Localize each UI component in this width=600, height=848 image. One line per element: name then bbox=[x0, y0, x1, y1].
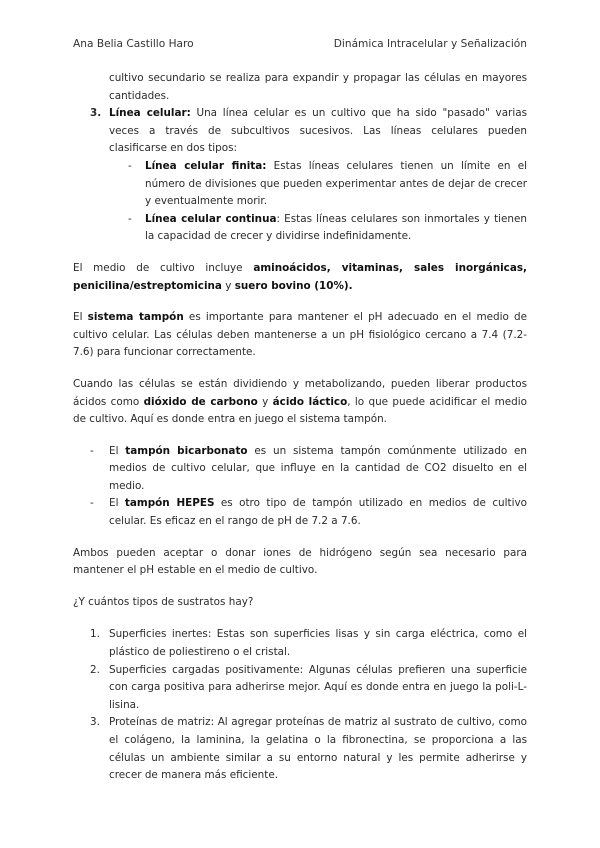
text-run: y bbox=[257, 395, 273, 408]
text-run: y bbox=[221, 279, 235, 292]
term-finita: Línea celular finita: bbox=[145, 159, 267, 172]
page-header bbox=[73, 38, 527, 52]
sublist-item-continua bbox=[73, 211, 527, 246]
paragraph-medio-cultivo bbox=[73, 260, 527, 295]
bold-components: aminoácidos, vitaminas, sales inorgánicas, penicilina/estreptomicina bbox=[73, 261, 527, 292]
header-author: Ana Belia Castillo Haro bbox=[73, 38, 194, 50]
bullet-dash: - bbox=[128, 212, 132, 225]
list-item-linea-celular bbox=[73, 105, 527, 158]
sublist-item-finita bbox=[73, 158, 527, 211]
text-run: , lo que puede acidificar el medio de cultivo. Aquí es donde entra en juego el sistema tampón. bbox=[73, 395, 527, 426]
list-number: 2. bbox=[90, 663, 100, 676]
bold-suero: suero bovino (10%). bbox=[234, 279, 353, 292]
list-item-hepes bbox=[73, 495, 527, 530]
definition-text: Una línea celular es un cultivo que ha sido "pasado" varias veces a través de subcultivos sucesivos. Las líneas celulares pueden clasificarse en dos tipos: bbox=[109, 107, 527, 155]
paragraph-sistema-tampon bbox=[73, 309, 527, 362]
paragraph-ambos: Ambos pueden aceptar o donar iones de hidrógeno según sea necesario para mantener el pH estable en el medio de cultivo. bbox=[73, 546, 527, 577]
list-item-bicarbonato bbox=[73, 443, 527, 496]
text-run: El bbox=[109, 444, 126, 457]
bold-co2: dióxido de carbono bbox=[143, 395, 258, 408]
text-run: es otro tipo de tampón utilizado en medios de cultivo celular. Es eficaz en el rango de pH de 7.2 a 7.6. bbox=[109, 497, 527, 528]
header-course-title: Dinámica Intracelular y Señalización bbox=[333, 38, 527, 50]
bold-tampon-hepes: tampón HEPES bbox=[124, 497, 215, 510]
list-item-text: Superficies cargadas positivamente: Algunas células prefieren una superficie con carga positiva para adherirse mejor. Aquí es donde entra en juego la poli-L-lisina. bbox=[109, 663, 527, 711]
definition-text: : Estas líneas celulares son inmortales y tienen la capacidad de crecer y dividirse indefinidamente. bbox=[145, 212, 527, 243]
term-continua: Línea celular continua bbox=[145, 212, 277, 225]
bullet-dash: - bbox=[90, 444, 94, 457]
list-item-superficies-inertes bbox=[73, 626, 527, 661]
list-number: 1. bbox=[90, 628, 100, 641]
list-item-text: Proteínas de matriz: Al agregar proteínas de matriz al sustrato de cultivo, como el colágeno, la laminina, la gelatina o la fibronectina, se proporciona a las células un ambiente similar a su entorno natural y les permite adherirse y crecer de manera más eficiente. bbox=[109, 716, 527, 782]
definition-text: Estas líneas celulares tienen un límite en el número de divisiones que pueden experimentar antes de dejar de crecer y eventualmente morir. bbox=[145, 159, 527, 208]
document-body bbox=[73, 70, 527, 785]
list-item-proteinas-matriz bbox=[73, 714, 527, 784]
text-run: El bbox=[109, 497, 125, 510]
bullet-dash: - bbox=[128, 159, 132, 172]
term-linea-celular: Línea celular: bbox=[109, 107, 191, 120]
list-item-text: Superficies inertes: Estas son superficies lisas y sin carga eléctrica, como el plástico de poliestireno o el cristal. bbox=[109, 628, 527, 659]
text-run: es un sistema tampón comúnmente utilizado en medios de cultivo celular, que influye en la cantidad de CO2 disuelto en el medio. bbox=[109, 444, 527, 492]
bold-sistema-tampon: sistema tampón bbox=[87, 311, 184, 324]
bullet-dash: - bbox=[90, 497, 94, 510]
list-number: 3. bbox=[90, 107, 102, 120]
text-run: Cuando las células se están dividiendo y metabolizando, pueden liberar productos ácidos como bbox=[73, 377, 527, 408]
text-run: es importante para mantener el pH adecuado en el medio de cultivo celular. Las células deben mantenerse a un pH fisiológico cercano a 7.4 (7.2-7.6) para funcionar correctamente. bbox=[73, 311, 527, 359]
question-sustratos: ¿Y cuántos tipos de sustratos hay? bbox=[73, 595, 254, 608]
list-number: 3. bbox=[90, 716, 100, 729]
list-item-superficies-cargadas bbox=[73, 662, 527, 715]
list-item-continuation: cultivo secundario se realiza para expandir y propagar las células en mayores cantidades. bbox=[109, 72, 527, 102]
bold-acido-lactico: ácido láctico bbox=[272, 395, 348, 408]
text-run: El medio de cultivo incluye bbox=[73, 261, 254, 274]
bold-tampon-bicarbonato: tampón bicarbonato bbox=[125, 444, 248, 457]
text-run: El bbox=[73, 311, 88, 324]
paragraph-productos-acidos bbox=[73, 376, 527, 429]
